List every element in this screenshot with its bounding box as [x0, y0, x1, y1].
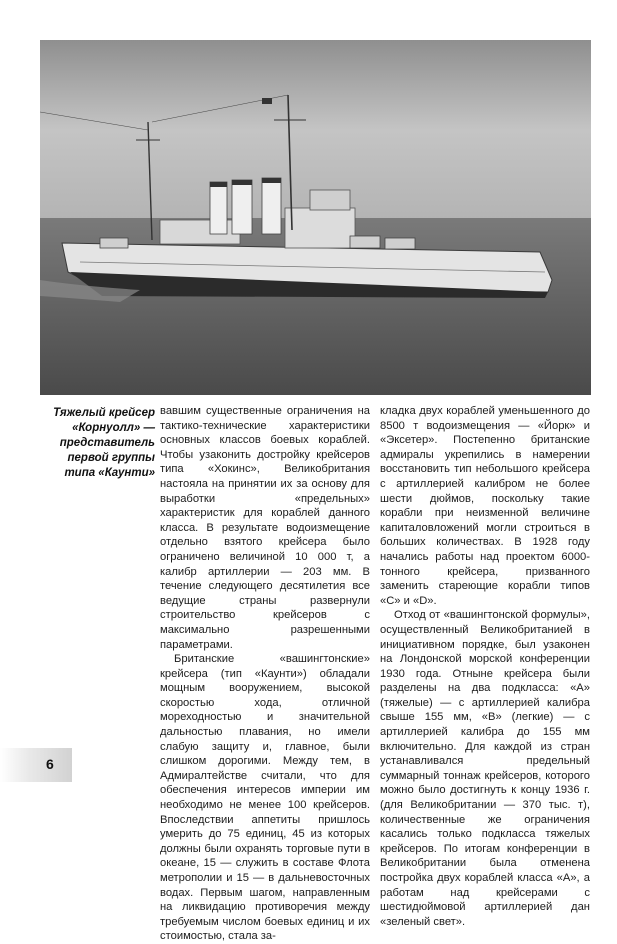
cruiser-illustration — [40, 40, 591, 395]
paragraph: Британские «вашингтонские» крейсера (тип «Каунти») обладали мощным вооружением, высокой скоростью хода, отличной мореходностью и значительной дальностью плавания, но имели слабую защиту и, главное, были слишком дорогими. Между тем, в Адмиралтействе считали, что для обеспечения интересов империи им необходимо не менее 100 крейсеров. Впоследствии аппетиты пришлось умерить до 75 единиц, 45 из которых должны были охранять торговые пути в океане, 15 — служить в составе Флота метрополии и 15 — в дальневосточных водах. Первым шагом, направленным на ликвидацию противоречия между требуемым числом боевых единиц и их стоимостью, стала за- — [160, 653, 370, 943]
paragraph: вавшим существенные ограничения на тактико-технические характеристики основных классов боевых кораблей. Чтобы узаконить достройку крейсеров типа «Хокинс», Великобритания настояла на принятии их за основу для выработки «предельных» характеристик для кораблей данного класса. В результате водоизмещение отдельно взятого крейсера было ограничено величиной 10 000 т, а калибр артиллерии — 203 мм. В течение следующего десятилетия все ведущие страны развернули строительство крейсеров с максимально разрешенными параметрами. — [160, 405, 370, 651]
caption-line: типа «Каунти» — [64, 467, 155, 479]
text-column-middle — [160, 404, 370, 944]
page-number: 6 — [46, 756, 54, 772]
paragraph: Отход от «вашингтонской формулы», осуществленный Великобританией в инициативном порядке, был узаконен на Лондонской морской конференции 1930 года. Отныне крейсера были разделены на два подкласса: «А» (тяжелые) — с артиллерией калибра свыше 155 мм, «В» (легкие) — с артиллерией калибра до 155 мм включительно. Для каждой из стран устанавливался предельный суммарный тоннаж крейсеров, которого можно было достигнуть к концу 1936 г. (для Великобритании — 370 тыс. т), количественные же ограничения касались только подкласса тяжелых крейсеров. По итогам конференции в Великобритании была отменена постройка двух кораблей класса «А», а работам над крейсерами с шестидюймовой артиллерией дан «зеленый свет». — [380, 609, 590, 928]
text-column-right — [380, 404, 590, 929]
caption-line: «Корнуолл» — — [72, 422, 155, 434]
paragraph: кладка двух кораблей уменьшенного до 8500 т водоизмещения — «Йорк» и «Эксетер». Постепенно британские адмиралы укрепились в намерении восстановить тип небольшого крейсера с артиллерией калибром не более шести дюймов, поскольку такие корабли при неизменной величине капиталовложений могли строиться в больших количествах. В 1928 году начались работы над проектом 6000-тонного крейсера, призванного заменить стареющие корабли типов «С» и «D». — [380, 405, 590, 607]
caption-line: первой группы — [67, 452, 155, 464]
caption-line: представитель — [59, 437, 155, 449]
photo-caption — [42, 406, 155, 481]
ship-photo — [40, 40, 591, 395]
page-number-tab — [0, 748, 72, 782]
caption-line: Тяжелый крейсер — [53, 407, 155, 419]
